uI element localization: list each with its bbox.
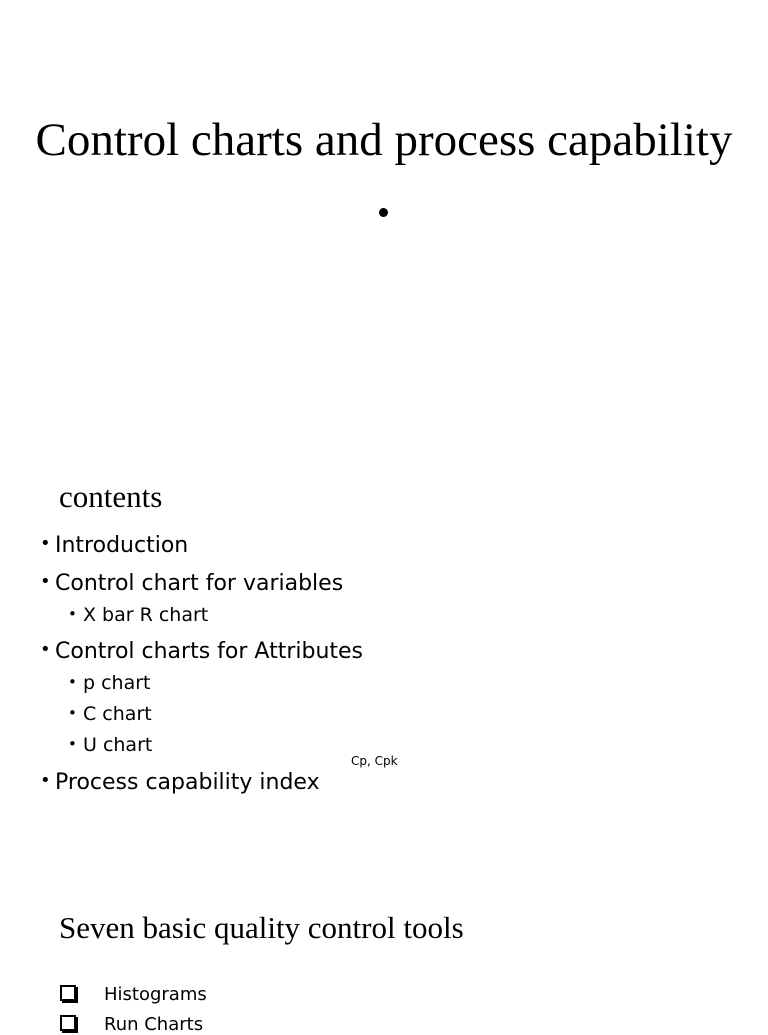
bullet-icon: • xyxy=(68,605,77,623)
bullet-icon: • xyxy=(40,770,51,791)
bullet-icon: • xyxy=(68,704,77,722)
contents-item-introduction xyxy=(40,530,188,560)
bullet-icon: • xyxy=(68,673,77,691)
item-text: Introduction xyxy=(55,533,189,558)
contents-heading: contents xyxy=(59,479,163,514)
checkbox-bullet-icon xyxy=(60,1015,76,1031)
item-text: Process capability index xyxy=(55,770,320,795)
item-text: p chart xyxy=(83,672,151,694)
slide-title: Control charts and process capability xyxy=(35,114,733,166)
item-text: Histograms xyxy=(104,984,207,1005)
bullet-icon: • xyxy=(40,571,51,592)
contents-subitem-xbar xyxy=(68,602,208,627)
item-text: Control charts for Attributes xyxy=(55,639,364,664)
tools-heading: Seven basic quality control tools xyxy=(59,910,464,945)
bullet-icon: • xyxy=(40,639,51,660)
item-text: U chart xyxy=(83,734,153,756)
tools-item-run-charts xyxy=(60,1014,203,1035)
contents-slide xyxy=(0,460,768,860)
item-text: Control chart for variables xyxy=(55,571,344,596)
checkbox-bullet-icon xyxy=(60,985,76,1001)
bullet-icon: • xyxy=(68,735,77,753)
contents-item-attributes xyxy=(40,636,363,666)
stray-bullet-mark xyxy=(379,208,388,217)
contents-subitem-p-chart xyxy=(68,670,151,695)
item-text: C chart xyxy=(83,703,152,725)
item-text: X bar R chart xyxy=(83,604,209,626)
bullet-icon: • xyxy=(40,533,51,554)
tools-item-histograms xyxy=(60,984,207,1005)
title-slide xyxy=(0,0,768,460)
contents-subitem-u-chart xyxy=(68,732,152,757)
item-text: Run Charts xyxy=(104,1014,204,1035)
contents-item-variables xyxy=(40,568,343,598)
contents-item-capability-index xyxy=(40,767,320,797)
capability-note: Cp, Cpk xyxy=(351,754,398,768)
tools-slide xyxy=(0,880,768,1035)
contents-subitem-c-chart xyxy=(68,701,152,726)
